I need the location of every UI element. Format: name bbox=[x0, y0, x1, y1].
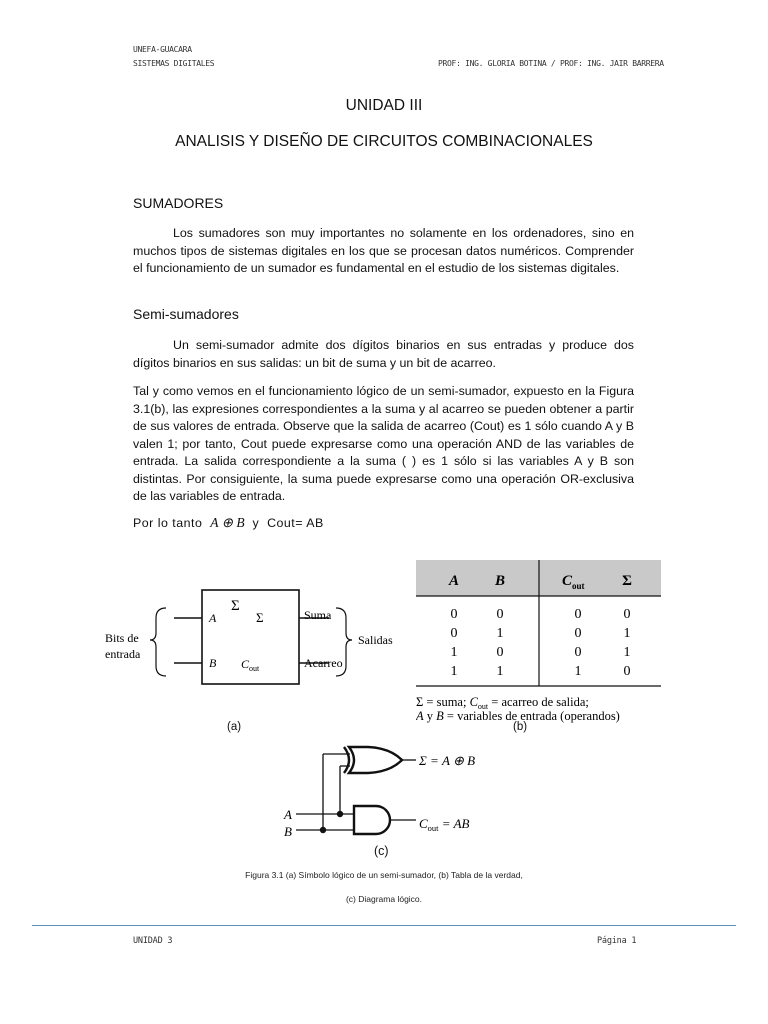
junction-a bbox=[337, 811, 343, 817]
symbol-cout-sub: out bbox=[249, 664, 260, 673]
truth-cell: 1 bbox=[450, 664, 458, 679]
formula-cout: Cout= AB bbox=[267, 516, 324, 530]
truth-header-sigma: Σ bbox=[622, 573, 632, 589]
figure-b-label: (b) bbox=[513, 721, 528, 733]
junction-b bbox=[320, 827, 326, 833]
note-a: A bbox=[416, 709, 424, 723]
figure-a-label: (a) bbox=[227, 721, 242, 733]
symbol-cout bbox=[241, 657, 260, 673]
truth-cell: 0 bbox=[623, 607, 631, 622]
formula-sum: A ⊕ B bbox=[210, 515, 245, 530]
cout-expression-c: C bbox=[419, 816, 428, 831]
main-title: ANALISIS Y DISEÑO DE CIRCUITOS COMBINACIONALES bbox=[175, 133, 593, 150]
note-sigma-suma: Σ = suma; bbox=[416, 695, 470, 709]
truth-cell: 0 bbox=[496, 645, 504, 660]
truth-cell: 1 bbox=[496, 664, 504, 679]
truth-header-a: A bbox=[448, 573, 460, 589]
section-heading-sumadores: SUMADORES bbox=[133, 195, 224, 211]
sum-expression: Σ = A ⊕ B bbox=[419, 753, 476, 768]
bits-de-label: Bits de bbox=[105, 631, 139, 645]
note-y: y bbox=[423, 709, 437, 723]
symbol-input-a: A bbox=[209, 611, 217, 625]
and-gate bbox=[354, 806, 390, 834]
footer-page-number: Página 1 bbox=[597, 936, 637, 946]
truth-cell: 1 bbox=[623, 645, 631, 660]
note-cout-c: C bbox=[469, 695, 478, 709]
xor-extra-arc bbox=[344, 747, 349, 773]
symbol-sigma-top: Σ bbox=[231, 598, 240, 614]
half-adder-symbol bbox=[104, 588, 404, 698]
truth-header-b: B bbox=[494, 573, 506, 589]
footer-unit: UNIDAD 3 bbox=[133, 936, 173, 946]
note-b: B bbox=[436, 709, 444, 723]
entrada-label: entrada bbox=[105, 647, 141, 661]
paragraph-sumadores bbox=[133, 225, 634, 278]
truth-cell: 0 bbox=[623, 664, 631, 679]
unit-title: UNIDAD III bbox=[345, 97, 423, 114]
truth-cell: 0 bbox=[496, 607, 504, 622]
truth-table-rows bbox=[451, 607, 631, 679]
truth-cell: 0 bbox=[574, 645, 582, 660]
symbol-sigma-right: Σ bbox=[256, 610, 264, 625]
section-heading-semi-sumadores: Semi-sumadores bbox=[133, 306, 239, 322]
figure-c-label: (c) bbox=[374, 844, 389, 858]
header-course: SISTEMAS DIGITALES bbox=[133, 59, 215, 68]
salidas-label: Salidas bbox=[358, 633, 393, 647]
truth-cell: 1 bbox=[450, 645, 458, 660]
truth-cell: 1 bbox=[574, 664, 582, 679]
left-brace bbox=[150, 608, 166, 676]
note-cout-sub: out bbox=[477, 702, 489, 711]
note-acarreo: = acarreo de salida; bbox=[488, 695, 589, 709]
symbol-cout-c: C bbox=[241, 657, 250, 671]
symbol-input-b: B bbox=[209, 656, 217, 670]
paragraph-semi-1-text: Un semi-sumador admite dos dígitos binarios en sus entradas y produce dos dígitos binarios en sus salidas: un bit de suma y un bit de acarreo. bbox=[133, 338, 634, 370]
header-professors: PROF: ING. GLORIA BOTINA / PROF: ING. JAIR BARRERA bbox=[438, 59, 664, 68]
truth-cell: 0 bbox=[574, 607, 582, 622]
formula-prefix: Por lo tanto bbox=[133, 516, 203, 530]
acarreo-label: Acarreo bbox=[304, 656, 343, 670]
formula-line bbox=[133, 515, 324, 531]
logic-diagram bbox=[282, 740, 512, 845]
truth-cell: 1 bbox=[623, 626, 631, 641]
suma-text: Suma bbox=[304, 608, 332, 622]
cout-expression bbox=[419, 816, 470, 833]
input-b-label: B bbox=[284, 824, 292, 839]
truth-cell: 1 bbox=[496, 626, 504, 641]
formula-connector: y bbox=[252, 516, 260, 530]
truth-header-cout-c: C bbox=[562, 573, 573, 589]
note-variables: = variables de entrada (operandos) bbox=[443, 709, 620, 723]
truth-cell: 0 bbox=[574, 626, 582, 641]
xor-gate bbox=[349, 747, 402, 773]
input-a-label: A bbox=[284, 807, 292, 822]
header-school: UNEFA-GUACARA bbox=[133, 45, 192, 54]
paragraph-sumadores-text: Los sumadores son muy importantes no solamente en los ordenadores, sino en muchos tipos de sistemas digitales en los que se procesan datos numéricos. Comprender el funcionamiento de un sumador es fundamental en el estudio de los sistemas digitales. bbox=[133, 226, 634, 275]
cout-expression-rest: = AB bbox=[438, 816, 470, 831]
truth-cell: 0 bbox=[450, 607, 458, 622]
figure-caption-line1: Figura 3.1 (a) Símbolo lógico de un semi-sumador, (b) Tabla de la verdad, bbox=[245, 870, 523, 880]
suma-label bbox=[304, 608, 332, 622]
truth-table bbox=[416, 560, 661, 723]
footer-rule bbox=[32, 925, 736, 926]
truth-cell: 0 bbox=[450, 626, 458, 641]
figure-caption-line2: (c) Diagrama lógico. bbox=[345, 894, 423, 904]
cout-expression-sub: out bbox=[427, 823, 439, 833]
paragraph-semi-1 bbox=[133, 337, 634, 372]
paragraph-semi-2: Tal y como vemos en el funcionamiento lógico de un semi-sumador, expuesto en la Figura 3.1(b), las expresiones correspondientes a la suma y al acarreo se pueden obtener a partir de sus valores de entrada. Observe que la salida de acarreo (Cout) es 1 sólo cuando A y B valen 1; por tanto, Cout puede expresarse como una operación AND de las variables de entrada. La salida correspondiente a la suma ( ) es 1 sólo si las variables A y B son distintas. Por consiguiente, la suma puede expresarse como una operación OR-exclusiva de las variables de entrada. bbox=[133, 384, 634, 503]
truth-header-cout-sub: out bbox=[572, 581, 585, 591]
